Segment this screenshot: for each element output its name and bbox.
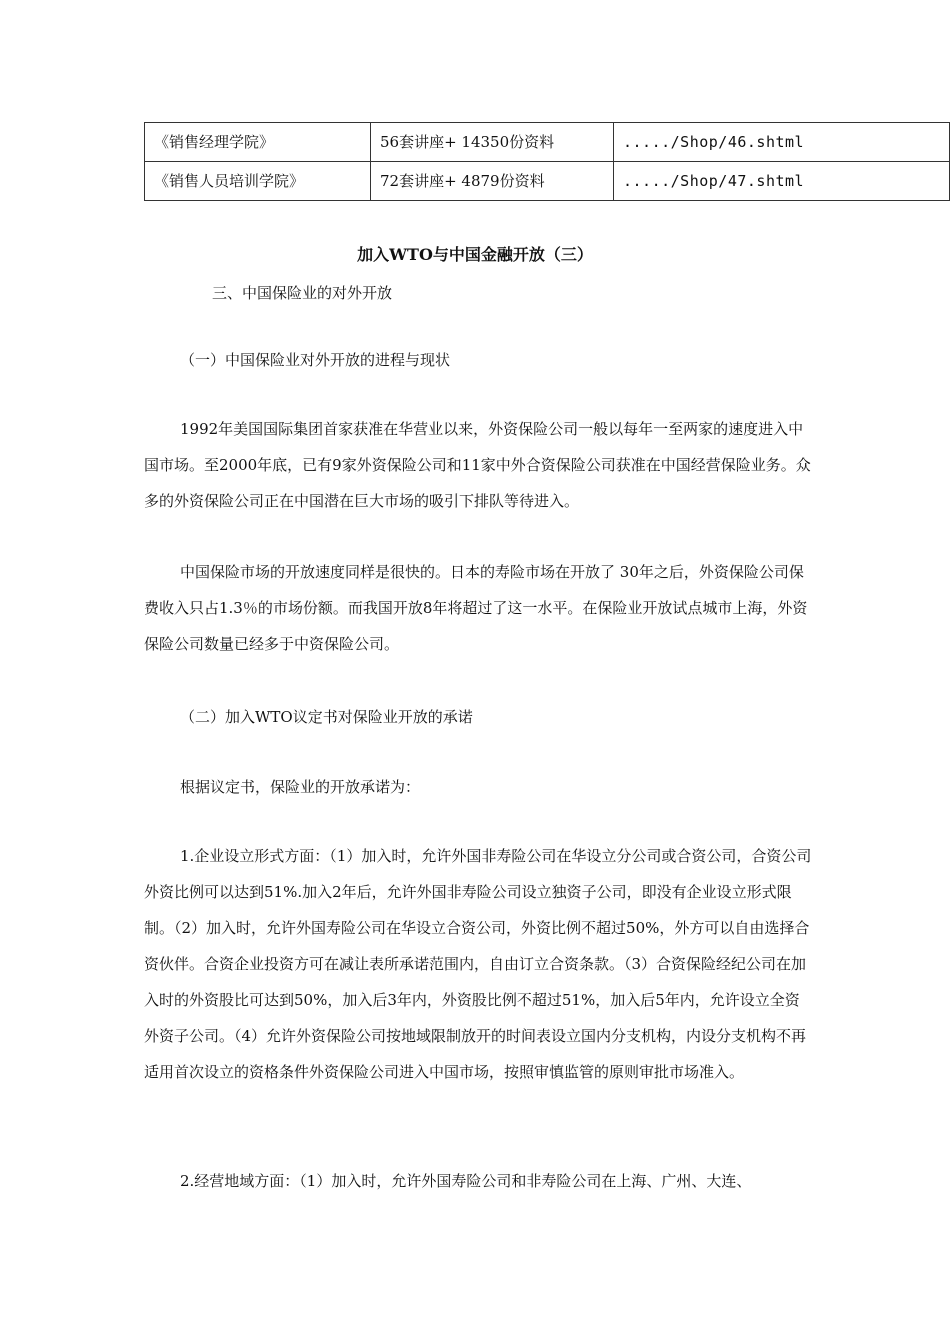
course-name-cell: 《销售人员培训学院》 bbox=[145, 162, 371, 201]
course-content-cell: 72套讲座+ 4879份资料 bbox=[371, 162, 614, 201]
subheading-progress-status: （一）中国保险业对外开放的进程与现状 bbox=[180, 351, 451, 369]
paragraph-opening-speed: 中国保险市场的开放速度同样是很快的。日本的寿险市场在开放了 30年之后，外资保险公司保费收入只占1.3％的市场份额。而我国开放8年将超过了这一水平。在保险业开放试点城市上海，外资保险公司数量已经多于中资保险公司。 bbox=[144, 563, 808, 653]
commitments-lead-in: 根据议定书，保险业的开放承诺为： bbox=[180, 778, 421, 796]
subheading-wto-commitments: （二）加入WTO议定书对保险业开放的承诺 bbox=[180, 708, 473, 726]
paragraph-geographic-scope: 2.经营地域方面：（1）加入时，允许外国寿险公司和非寿险公司在上海、广州、大连、 bbox=[180, 1172, 752, 1190]
course-url-cell: ...../Shop/47.shtml bbox=[614, 162, 950, 201]
article-title: 加入WTO与中国金融开放（三） bbox=[357, 245, 593, 264]
table-row bbox=[145, 162, 950, 201]
table-row bbox=[145, 123, 950, 162]
section-heading: 三、中国保险业的对外开放 bbox=[212, 284, 393, 302]
course-url-cell: ...../Shop/46.shtml bbox=[614, 123, 950, 162]
course-content-cell: 56套讲座+ 14350份资料 bbox=[371, 123, 614, 162]
course-name-cell: 《销售经理学院》 bbox=[145, 123, 371, 162]
paragraph-establishment-form: 1.企业设立形式方面：（1）加入时，允许外国非寿险公司在华设立分公司或合资公司，合资公司外资比例可以达到51%.加入2年后，允许外国非寿险公司设立独资子公司，即没有企业设立形式限制。（2）加入时，允许外国寿险公司在华设立合资公司，外资比例不超过50%，外方可以自由选择合资伙伴。合资企业投资方可在减让表所承诺范围内，自由订立合资条款。（3）合资保险经纪公司在加入时的外资股比可达到50%，加入后3年内，外资股比例不超过51%，加入后5年内，允许设立全资外资子公司。（4）允许外资保险公司按地域限制放开的时间表设立国内分支机构，内设分支机构不再适用首次设立的资格条件外资保险公司进入中国市场，按照审慎监管的原则审批市场准入。 bbox=[144, 847, 812, 1081]
paragraph-market-entry: 1992年美国国际集团首家获准在华营业以来，外资保险公司一般以每年一至两家的速度进入中国市场。至2000年底，已有9家外资保险公司和11家中外合资保险公司获准在中国经营保险业务。众多的外资保险公司正在中国潜在巨大市场的吸引下排队等待进入。 bbox=[144, 420, 811, 510]
course-catalog-table bbox=[144, 122, 950, 201]
